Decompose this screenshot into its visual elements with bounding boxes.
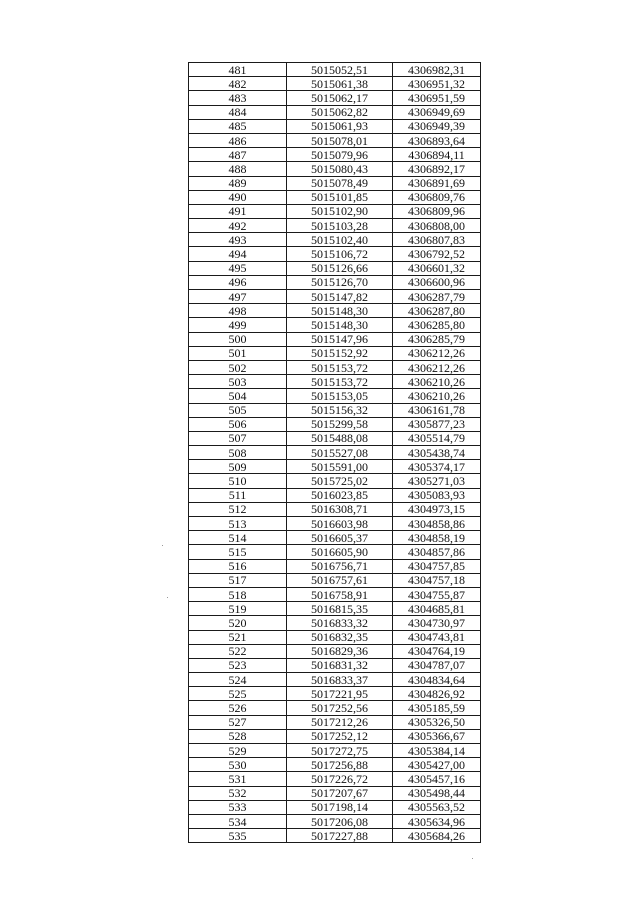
point-number-cell: 498 [189, 304, 287, 318]
point-number-cell: 515 [189, 545, 287, 559]
x-coordinate-cell: 5015147,96 [287, 332, 393, 346]
table-row [189, 644, 481, 658]
x-coordinate-cell: 5015052,51 [287, 63, 393, 77]
y-coordinate-cell: 4306600,96 [393, 275, 481, 289]
table-row [189, 133, 481, 147]
point-number-cell: 521 [189, 630, 287, 644]
x-coordinate-cell: 5016308,71 [287, 502, 393, 516]
y-coordinate-cell: 4304858,19 [393, 531, 481, 545]
table-row [189, 729, 481, 743]
y-coordinate-cell: 4305498,44 [393, 786, 481, 800]
x-coordinate-cell: 5017207,67 [287, 786, 393, 800]
y-coordinate-cell: 4306894,11 [393, 148, 481, 162]
x-coordinate-cell: 5017206,08 [287, 814, 393, 828]
y-coordinate-cell: 4304787,07 [393, 658, 481, 672]
x-coordinate-cell: 5015148,30 [287, 318, 393, 332]
point-number-cell: 533 [189, 800, 287, 814]
x-coordinate-cell: 5017226,72 [287, 772, 393, 786]
y-coordinate-cell: 4305438,74 [393, 446, 481, 460]
point-number-cell: 532 [189, 786, 287, 800]
x-coordinate-cell: 5017221,95 [287, 687, 393, 701]
table-row [189, 290, 481, 304]
point-number-cell: 482 [189, 77, 287, 91]
point-number-cell: 528 [189, 729, 287, 743]
table-row [189, 233, 481, 247]
y-coordinate-cell: 4305684,26 [393, 829, 481, 843]
y-coordinate-cell: 4306212,26 [393, 360, 481, 374]
x-coordinate-cell: 5015153,72 [287, 360, 393, 374]
y-coordinate-cell: 4304685,81 [393, 602, 481, 616]
table-row [189, 332, 481, 346]
table-row [189, 502, 481, 516]
point-number-cell: 516 [189, 559, 287, 573]
point-number-cell: 494 [189, 247, 287, 261]
point-number-cell: 500 [189, 332, 287, 346]
table-row [189, 800, 481, 814]
y-coordinate-cell: 4304743,81 [393, 630, 481, 644]
table-row [189, 658, 481, 672]
point-number-cell: 513 [189, 517, 287, 531]
table-row [189, 148, 481, 162]
x-coordinate-cell: 5015101,85 [287, 190, 393, 204]
x-coordinate-cell: 5016605,37 [287, 531, 393, 545]
x-coordinate-cell: 5016832,35 [287, 630, 393, 644]
x-coordinate-cell: 5015079,96 [287, 148, 393, 162]
x-coordinate-cell: 5016603,98 [287, 517, 393, 531]
table-row [189, 531, 481, 545]
table-row [189, 814, 481, 828]
point-number-cell: 503 [189, 375, 287, 389]
table-row [189, 389, 481, 403]
table-row [189, 587, 481, 601]
y-coordinate-cell: 4306808,00 [393, 219, 481, 233]
point-number-cell: 493 [189, 233, 287, 247]
y-coordinate-cell: 4306951,32 [393, 77, 481, 91]
y-coordinate-cell: 4305326,50 [393, 715, 481, 729]
point-number-cell: 510 [189, 474, 287, 488]
y-coordinate-cell: 4304834,64 [393, 673, 481, 687]
x-coordinate-cell: 5017252,12 [287, 729, 393, 743]
point-number-cell: 497 [189, 290, 287, 304]
table-row [189, 403, 481, 417]
table-row [189, 673, 481, 687]
y-coordinate-cell: 4306807,83 [393, 233, 481, 247]
table-row [189, 219, 481, 233]
point-number-cell: 530 [189, 758, 287, 772]
x-coordinate-cell: 5017256,88 [287, 758, 393, 772]
x-coordinate-cell: 5017212,26 [287, 715, 393, 729]
point-number-cell: 517 [189, 573, 287, 587]
point-number-cell: 505 [189, 403, 287, 417]
point-number-cell: 529 [189, 744, 287, 758]
table-row [189, 460, 481, 474]
point-number-cell: 487 [189, 148, 287, 162]
scan-speck [472, 858, 473, 859]
table-row [189, 701, 481, 715]
point-number-cell: 491 [189, 204, 287, 218]
x-coordinate-cell: 5016758,91 [287, 587, 393, 601]
table-row [189, 190, 481, 204]
point-number-cell: 531 [189, 772, 287, 786]
x-coordinate-cell: 5015591,00 [287, 460, 393, 474]
y-coordinate-cell: 4305366,67 [393, 729, 481, 743]
x-coordinate-cell: 5015062,17 [287, 91, 393, 105]
y-coordinate-cell: 4306285,79 [393, 332, 481, 346]
table-row [189, 715, 481, 729]
y-coordinate-cell: 4306601,32 [393, 261, 481, 275]
y-coordinate-cell: 4306809,96 [393, 204, 481, 218]
y-coordinate-cell: 4304730,97 [393, 616, 481, 630]
y-coordinate-cell: 4304755,87 [393, 587, 481, 601]
table-row [189, 431, 481, 445]
point-number-cell: 511 [189, 488, 287, 502]
x-coordinate-cell: 5016833,37 [287, 673, 393, 687]
point-number-cell: 501 [189, 346, 287, 360]
x-coordinate-cell: 5015078,49 [287, 176, 393, 190]
x-coordinate-cell: 5016756,71 [287, 559, 393, 573]
point-number-cell: 507 [189, 431, 287, 445]
coordinates-table [188, 62, 481, 843]
table-row [189, 744, 481, 758]
y-coordinate-cell: 4305514,79 [393, 431, 481, 445]
scan-speck [167, 597, 168, 598]
table-row [189, 417, 481, 431]
table-row [189, 77, 481, 91]
table-row [189, 446, 481, 460]
y-coordinate-cell: 4305457,16 [393, 772, 481, 786]
x-coordinate-cell: 5015147,82 [287, 290, 393, 304]
y-coordinate-cell: 4304757,85 [393, 559, 481, 573]
table-row [189, 275, 481, 289]
coordinates-table-body [189, 63, 481, 843]
y-coordinate-cell: 4306287,80 [393, 304, 481, 318]
point-number-cell: 506 [189, 417, 287, 431]
point-number-cell: 514 [189, 531, 287, 545]
x-coordinate-cell: 5015061,38 [287, 77, 393, 91]
x-coordinate-cell: 5015527,08 [287, 446, 393, 460]
point-number-cell: 512 [189, 502, 287, 516]
table-row [189, 545, 481, 559]
table-row [189, 474, 481, 488]
x-coordinate-cell: 5016829,36 [287, 644, 393, 658]
y-coordinate-cell: 4305427,00 [393, 758, 481, 772]
y-coordinate-cell: 4304857,86 [393, 545, 481, 559]
point-number-cell: 535 [189, 829, 287, 843]
point-number-cell: 524 [189, 673, 287, 687]
y-coordinate-cell: 4306891,69 [393, 176, 481, 190]
x-coordinate-cell: 5015153,05 [287, 389, 393, 403]
x-coordinate-cell: 5016023,85 [287, 488, 393, 502]
y-coordinate-cell: 4305877,23 [393, 417, 481, 431]
table-row [189, 105, 481, 119]
x-coordinate-cell: 5017198,14 [287, 800, 393, 814]
x-coordinate-cell: 5016757,61 [287, 573, 393, 587]
y-coordinate-cell: 4306210,26 [393, 375, 481, 389]
table-row [189, 772, 481, 786]
x-coordinate-cell: 5015148,30 [287, 304, 393, 318]
table-row [189, 119, 481, 133]
table-row [189, 616, 481, 630]
point-number-cell: 519 [189, 602, 287, 616]
x-coordinate-cell: 5015299,58 [287, 417, 393, 431]
x-coordinate-cell: 5016831,32 [287, 658, 393, 672]
point-number-cell: 509 [189, 460, 287, 474]
table-row [189, 346, 481, 360]
x-coordinate-cell: 5015156,32 [287, 403, 393, 417]
table-row [189, 176, 481, 190]
y-coordinate-cell: 4305374,17 [393, 460, 481, 474]
table-row [189, 573, 481, 587]
table-row [189, 758, 481, 772]
y-coordinate-cell: 4306792,52 [393, 247, 481, 261]
table-row [189, 488, 481, 502]
y-coordinate-cell: 4306982,31 [393, 63, 481, 77]
y-coordinate-cell: 4306212,26 [393, 346, 481, 360]
x-coordinate-cell: 5015488,08 [287, 431, 393, 445]
y-coordinate-cell: 4306949,69 [393, 105, 481, 119]
point-number-cell: 527 [189, 715, 287, 729]
point-number-cell: 496 [189, 275, 287, 289]
point-number-cell: 526 [189, 701, 287, 715]
table-row [189, 63, 481, 77]
y-coordinate-cell: 4305563,52 [393, 800, 481, 814]
point-number-cell: 484 [189, 105, 287, 119]
table-row [189, 829, 481, 843]
point-number-cell: 486 [189, 133, 287, 147]
x-coordinate-cell: 5015062,82 [287, 105, 393, 119]
table-row [189, 602, 481, 616]
table-row [189, 204, 481, 218]
table-row [189, 630, 481, 644]
y-coordinate-cell: 4305271,03 [393, 474, 481, 488]
x-coordinate-cell: 5015102,90 [287, 204, 393, 218]
x-coordinate-cell: 5015126,66 [287, 261, 393, 275]
y-coordinate-cell: 4306892,17 [393, 162, 481, 176]
point-number-cell: 481 [189, 63, 287, 77]
point-number-cell: 504 [189, 389, 287, 403]
table-row [189, 261, 481, 275]
table-row [189, 687, 481, 701]
point-number-cell: 495 [189, 261, 287, 275]
x-coordinate-cell: 5017252,56 [287, 701, 393, 715]
y-coordinate-cell: 4304858,86 [393, 517, 481, 531]
y-coordinate-cell: 4305083,93 [393, 488, 481, 502]
point-number-cell: 492 [189, 219, 287, 233]
x-coordinate-cell: 5016605,90 [287, 545, 393, 559]
table-row [189, 786, 481, 800]
point-number-cell: 508 [189, 446, 287, 460]
point-number-cell: 534 [189, 814, 287, 828]
y-coordinate-cell: 4306210,26 [393, 389, 481, 403]
x-coordinate-cell: 5015103,28 [287, 219, 393, 233]
table-row [189, 559, 481, 573]
point-number-cell: 499 [189, 318, 287, 332]
x-coordinate-cell: 5015126,70 [287, 275, 393, 289]
x-coordinate-cell: 5015153,72 [287, 375, 393, 389]
x-coordinate-cell: 5015102,40 [287, 233, 393, 247]
point-number-cell: 490 [189, 190, 287, 204]
point-number-cell: 523 [189, 658, 287, 672]
y-coordinate-cell: 4306949,39 [393, 119, 481, 133]
y-coordinate-cell: 4304973,15 [393, 502, 481, 516]
y-coordinate-cell: 4304764,19 [393, 644, 481, 658]
x-coordinate-cell: 5017272,75 [287, 744, 393, 758]
table-row [189, 91, 481, 105]
point-number-cell: 525 [189, 687, 287, 701]
y-coordinate-cell: 4305185,59 [393, 701, 481, 715]
y-coordinate-cell: 4306809,76 [393, 190, 481, 204]
y-coordinate-cell: 4306287,79 [393, 290, 481, 304]
y-coordinate-cell: 4306951,59 [393, 91, 481, 105]
x-coordinate-cell: 5015078,01 [287, 133, 393, 147]
y-coordinate-cell: 4306893,64 [393, 133, 481, 147]
table-row [189, 375, 481, 389]
x-coordinate-cell: 5015061,93 [287, 119, 393, 133]
table-row [189, 162, 481, 176]
y-coordinate-cell: 4306161,78 [393, 403, 481, 417]
x-coordinate-cell: 5016833,32 [287, 616, 393, 630]
point-number-cell: 520 [189, 616, 287, 630]
point-number-cell: 522 [189, 644, 287, 658]
y-coordinate-cell: 4304826,92 [393, 687, 481, 701]
y-coordinate-cell: 4305634,96 [393, 814, 481, 828]
point-number-cell: 485 [189, 119, 287, 133]
y-coordinate-cell: 4306285,80 [393, 318, 481, 332]
point-number-cell: 489 [189, 176, 287, 190]
x-coordinate-cell: 5015725,02 [287, 474, 393, 488]
table-row [189, 360, 481, 374]
point-number-cell: 518 [189, 587, 287, 601]
table-row [189, 247, 481, 261]
point-number-cell: 488 [189, 162, 287, 176]
table-row [189, 304, 481, 318]
x-coordinate-cell: 5015080,43 [287, 162, 393, 176]
point-number-cell: 483 [189, 91, 287, 105]
y-coordinate-cell: 4305384,14 [393, 744, 481, 758]
x-coordinate-cell: 5016815,35 [287, 602, 393, 616]
point-number-cell: 502 [189, 360, 287, 374]
y-coordinate-cell: 4304757,18 [393, 573, 481, 587]
x-coordinate-cell: 5015152,92 [287, 346, 393, 360]
table-row [189, 318, 481, 332]
x-coordinate-cell: 5017227,88 [287, 829, 393, 843]
scan-speck [162, 545, 163, 546]
table-row [189, 517, 481, 531]
x-coordinate-cell: 5015106,72 [287, 247, 393, 261]
